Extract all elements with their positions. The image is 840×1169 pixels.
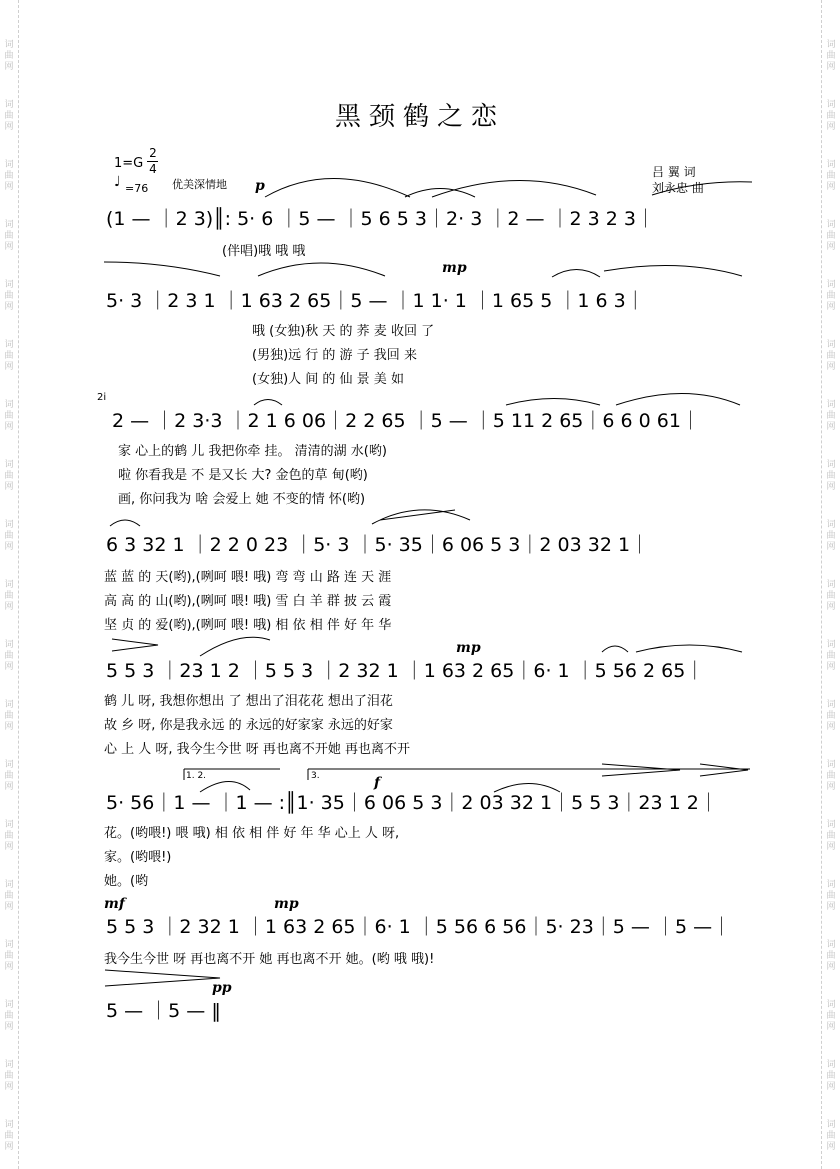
watermark-glyph: 网 [4, 842, 14, 852]
watermark-glyph: 网 [4, 482, 14, 492]
watermark-glyph: 曲 [826, 891, 836, 901]
watermark-glyph: 曲 [4, 891, 14, 901]
watermark-glyph: 网 [4, 62, 14, 72]
watermark-glyph: 曲 [4, 171, 14, 181]
watermark-glyph: 词 [826, 1060, 836, 1070]
watermark-glyph: 曲 [4, 591, 14, 601]
watermark-glyph: 词 [4, 340, 14, 350]
watermark-glyph: 曲 [4, 51, 14, 61]
watermark-glyph: 词 [4, 40, 14, 50]
watermark-glyph: 词 [826, 880, 836, 890]
watermark-glyph: 词 [826, 820, 836, 830]
volta-1: 1. 2. [186, 771, 207, 781]
time-signature-top: 2 [149, 146, 157, 160]
watermark-glyph: 曲 [826, 111, 836, 121]
watermark-glyph: 曲 [826, 591, 836, 601]
watermark-glyph: 网 [826, 1022, 836, 1032]
watermark-glyph: 词 [826, 160, 836, 170]
watermark-glyph: 词 [4, 400, 14, 410]
note-line-5: 5 5 3 ｜23 1 2 ｜5 5 3 ｜2 32 1 ｜1 63 2 65｜6· 1 ｜5 56 2 65｜ [106, 660, 705, 682]
watermark-glyph: 网 [4, 242, 14, 252]
watermark-glyph: 词 [4, 1000, 14, 1010]
watermark-glyph: 网 [4, 1142, 14, 1152]
watermark-glyph: 网 [4, 362, 14, 372]
song-title: 黑颈鹤之恋 [334, 102, 505, 132]
dynamic-mark: p [255, 178, 265, 194]
dynamic-mark: mf [104, 896, 125, 912]
watermark-glyph: 曲 [4, 1011, 14, 1021]
watermark-glyph: 曲 [4, 411, 14, 421]
watermark-glyph: 网 [826, 362, 836, 372]
watermark-glyph: 网 [4, 122, 14, 132]
watermark-glyph: 曲 [826, 471, 836, 481]
watermark-glyph: 词 [4, 520, 14, 530]
watermark-glyph: 网 [826, 242, 836, 252]
watermark-glyph: 网 [4, 182, 14, 192]
watermark-glyph: 网 [826, 302, 836, 312]
watermark-glyph: 词 [826, 760, 836, 770]
watermark-glyph: 网 [826, 842, 836, 852]
dynamic-mark: f [374, 775, 381, 791]
key-signature: 1=G [114, 156, 144, 171]
watermark-glyph: 网 [826, 722, 836, 732]
watermark-glyph: 词 [826, 340, 836, 350]
watermark-glyph: 词 [4, 640, 14, 650]
note-line-3: 2 — ｜2 3·3 ｜2 1 6 06｜2 2 65 ｜5 — ｜5 11 2 65｜6 6 0 61｜ [112, 410, 700, 432]
watermark-glyph: 词 [826, 40, 836, 50]
watermark-glyph: 词 [826, 640, 836, 650]
dynamic-mark: mp [456, 640, 481, 656]
watermark-glyph: 词 [826, 1120, 836, 1130]
watermark-glyph: 词 [4, 880, 14, 890]
watermark-glyph: 网 [826, 182, 836, 192]
watermark-glyph: 网 [826, 1082, 836, 1092]
watermark-glyph: 曲 [4, 951, 14, 961]
watermark-glyph: 网 [826, 62, 836, 72]
watermark-glyph: 曲 [4, 471, 14, 481]
watermark-glyph: 网 [826, 902, 836, 912]
dynamic-mark: mp [442, 260, 467, 276]
dynamic-mark: mp [274, 896, 299, 912]
watermark-glyph: 词 [826, 580, 836, 590]
watermark-glyph: 词 [826, 700, 836, 710]
watermark-glyph: 曲 [826, 951, 836, 961]
watermark-glyph: 词 [4, 580, 14, 590]
watermark-glyph: 曲 [4, 531, 14, 541]
watermark-glyph: 网 [4, 962, 14, 972]
watermark-glyph: 网 [826, 482, 836, 492]
watermark-glyph: 曲 [826, 171, 836, 181]
watermark-glyph: 网 [826, 602, 836, 612]
watermark-glyph: 网 [826, 1142, 836, 1152]
watermark-glyph: 曲 [826, 1011, 836, 1021]
watermark-glyph: 曲 [4, 231, 14, 241]
watermark-glyph: 词 [4, 1060, 14, 1070]
watermark-glyph: 词 [826, 280, 836, 290]
watermark-glyph: 曲 [826, 411, 836, 421]
watermark-glyph: 词 [4, 280, 14, 290]
watermark-glyph: 曲 [4, 111, 14, 121]
watermark-glyph: 网 [4, 662, 14, 672]
watermark-glyph: 网 [4, 902, 14, 912]
watermark-glyph: 词 [826, 1000, 836, 1010]
lyricist-credit: 吕 翼 词 [652, 165, 696, 179]
note-line-8: 5 — ｜5 — ‖ [106, 1000, 221, 1022]
watermark-glyph: 词 [826, 400, 836, 410]
watermark-glyph: 网 [826, 422, 836, 432]
watermark-glyph: 曲 [826, 231, 836, 241]
expression-mark: 优美深情地 [172, 178, 227, 191]
watermark-glyph: 网 [826, 782, 836, 792]
watermark-glyph: 词 [826, 100, 836, 110]
watermark-glyph: 网 [4, 542, 14, 552]
watermark-glyph: 词 [4, 940, 14, 950]
watermark-glyph: 词 [4, 160, 14, 170]
watermark-glyph: 词 [4, 100, 14, 110]
note-line-6: 5· 56｜1 — ｜1 — :║1· 35｜6 06 5 3｜2 03 32 1｜5 5 3｜23 1 2｜ [106, 792, 718, 814]
watermark-glyph: 词 [826, 940, 836, 950]
watermark-glyph: 词 [826, 520, 836, 530]
watermark-glyph: 网 [4, 422, 14, 432]
note-line-2: 5· 3 ｜2 3 1 ｜1 63 2 65｜5 — ｜1 1· 1 ｜1 65 5 ｜1 6 3｜ [106, 290, 645, 312]
watermark-glyph: 曲 [826, 531, 836, 541]
watermark-glyph: 曲 [4, 1071, 14, 1081]
watermark-glyph: 曲 [826, 711, 836, 721]
watermark-glyph: 网 [826, 542, 836, 552]
watermark-glyph: 曲 [4, 711, 14, 721]
watermark-glyph: 词 [4, 700, 14, 710]
note-line-1: (1 — ｜2 3)║: 5· 6 ｜5 — ｜5 6 5 3｜2· 3 ｜2 — ｜2 3 2 3｜ [106, 208, 655, 230]
watermark-glyph: 曲 [826, 1071, 836, 1081]
watermark-glyph: 曲 [4, 831, 14, 841]
watermark-glyph: 词 [4, 460, 14, 470]
watermark-glyph: 词 [4, 820, 14, 830]
watermark-glyph: 网 [4, 782, 14, 792]
note-line-4: 6 3 32 1 ｜2 2 0 23 ｜5· 3 ｜5· 35｜6 06 5 3｜2 03 32 1｜ [106, 534, 650, 556]
note-line-7: 5 5 3 ｜2 32 1 ｜1 63 2 65｜6· 1 ｜5 56 6 56｜5· 23｜5 — ｜5 —｜ [106, 916, 732, 938]
watermark-glyph: 曲 [826, 351, 836, 361]
watermark-glyph: 网 [4, 722, 14, 732]
watermark-glyph: 词 [826, 220, 836, 230]
watermark-glyph: 曲 [826, 291, 836, 301]
watermark-glyph: 曲 [4, 651, 14, 661]
watermark-glyph: 网 [826, 662, 836, 672]
watermark-glyph: 曲 [4, 1131, 14, 1141]
watermark-glyph: 词 [4, 1120, 14, 1130]
watermark-glyph: 曲 [4, 351, 14, 361]
svg-text:2i: 2i [97, 392, 107, 403]
watermark-glyph: 网 [826, 962, 836, 972]
watermark-glyph: 词 [4, 760, 14, 770]
watermark-glyph: 网 [4, 302, 14, 312]
watermark-glyph: 曲 [826, 1131, 836, 1141]
watermark-glyph: 网 [4, 1082, 14, 1092]
watermark-glyph: 曲 [4, 771, 14, 781]
watermark-glyph: 网 [826, 122, 836, 132]
watermark-glyph: 曲 [826, 651, 836, 661]
quarter-note-icon: ♩ [114, 174, 121, 190]
dynamic-mark: pp [212, 980, 232, 996]
time-signature-bottom: 4 [149, 162, 157, 176]
watermark-glyph: 词 [826, 460, 836, 470]
watermark-glyph: 网 [4, 602, 14, 612]
watermark-glyph: 网 [4, 1022, 14, 1032]
watermark-glyph: 词 [4, 220, 14, 230]
tempo-mark: =76 [125, 182, 149, 195]
composer-credit: 刘永忠 曲 [652, 181, 704, 195]
watermark-glyph: 曲 [826, 831, 836, 841]
watermark-glyph: 曲 [4, 291, 14, 301]
watermark-glyph: 曲 [826, 771, 836, 781]
watermark-glyph: 曲 [826, 51, 836, 61]
svg-text:3.: 3. [311, 771, 320, 781]
